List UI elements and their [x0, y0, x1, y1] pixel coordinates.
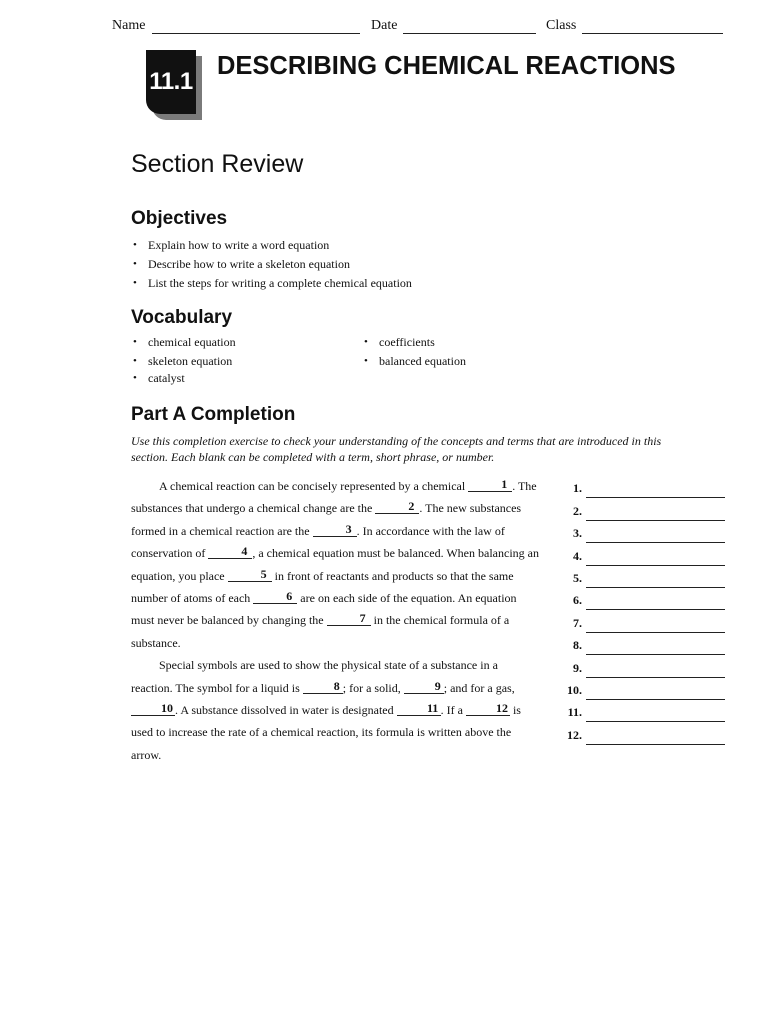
- blank-7: 7: [327, 611, 371, 626]
- passage-text: . The new substances formed in a chemical reaction are the: [131, 501, 522, 538]
- part-a-heading: Part A Completion: [131, 404, 296, 425]
- answer-number: 9.: [573, 660, 582, 675]
- answer-row: [565, 678, 725, 700]
- vocabulary-item: • chemical equation: [131, 333, 236, 352]
- answer-row: [565, 498, 725, 520]
- answer-line[interactable]: [586, 707, 725, 722]
- objectives-list: [131, 236, 412, 293]
- answer-line[interactable]: [586, 730, 725, 745]
- blank-11: 11: [397, 701, 441, 716]
- objective-item: • Describe how to write a skeleton equation: [131, 255, 412, 274]
- objectives-heading: Objectives: [131, 208, 228, 229]
- vocabulary-item: • skeleton equation: [131, 352, 236, 369]
- passage-text: Special symbols are used to show the physical state of a substance in a reaction. The symbol for a liquid is: [131, 658, 498, 695]
- blank-9: 9: [404, 679, 444, 694]
- answer-number: 12.: [567, 727, 582, 742]
- answer-line[interactable]: [586, 483, 725, 498]
- answer-number: 3.: [573, 526, 582, 541]
- chapter-title: DESCRIBING CHEMICAL REACTIONS: [217, 52, 676, 80]
- passage-text: in front of reactants and products so that the same number of atoms of each: [131, 568, 514, 606]
- blank-2: 2: [375, 499, 419, 514]
- answer-number: 11.: [567, 705, 582, 720]
- date-field[interactable]: [403, 33, 536, 34]
- objective-item: • List the steps for writing a complete chemical equation: [131, 274, 412, 293]
- completion-passage: [131, 475, 541, 766]
- answer-row: [565, 521, 725, 543]
- answer-row: [565, 722, 725, 744]
- class-field[interactable]: [582, 33, 723, 34]
- answer-line[interactable]: [586, 595, 725, 610]
- page-title: Section Review: [131, 150, 304, 178]
- vocabulary-list-left: [131, 333, 236, 388]
- answer-line[interactable]: [586, 618, 725, 633]
- blank-3: 3: [313, 522, 357, 537]
- blank-1: 1: [468, 477, 512, 492]
- passage-text: in the chemical formula of a substance.: [131, 613, 510, 650]
- blank-4: 4: [208, 544, 252, 559]
- blank-5: 5: [228, 567, 272, 582]
- answer-number: 10.: [567, 682, 582, 697]
- vocabulary-item: • catalyst: [131, 369, 236, 388]
- passage-text: . A substance dissolved in water is designated: [175, 703, 394, 718]
- answer-row: [565, 633, 725, 655]
- blank-12: 12: [466, 701, 510, 716]
- name-field[interactable]: [152, 33, 360, 34]
- answer-number: 6.: [573, 593, 582, 608]
- passage-text: are on each side of the equation. An equation must never be balanced by changing the: [131, 591, 517, 628]
- answer-row: [565, 543, 725, 565]
- answer-line[interactable]: [586, 528, 725, 543]
- answer-number: 7.: [573, 615, 582, 630]
- passage-text: ; for a solid,: [342, 680, 401, 695]
- passage-text: . The substances that undergo a chemical change are the: [131, 479, 537, 516]
- answer-row: [565, 700, 725, 722]
- date-label: Date: [371, 18, 398, 33]
- blank-6: 6: [253, 589, 297, 604]
- part-a-instructions: Use this completion exercise to check your understanding of the concepts and terms that are introduced in this section. Each blank can be completed with a term, short phrase, or number.: [131, 434, 662, 464]
- answer-line[interactable]: [586, 551, 725, 566]
- answer-column: [565, 476, 725, 745]
- answer-line[interactable]: [586, 573, 725, 588]
- answer-number: 5.: [573, 570, 582, 585]
- answer-line[interactable]: [586, 663, 725, 678]
- passage-text: . If a: [440, 703, 463, 718]
- chapter-badge: 11.1: [146, 50, 196, 114]
- passage-text: . In accordance with the law of conservation of: [131, 523, 505, 561]
- answer-row: [565, 588, 725, 610]
- blank-8: 8: [303, 679, 343, 694]
- answer-row: [565, 566, 725, 588]
- passage-text: A chemical reaction can be concisely represented by a chemical: [159, 479, 466, 493]
- passage-text: , a chemical equation must be balanced. When balancing an equation, you place: [131, 546, 539, 583]
- name-label: Name: [112, 18, 146, 33]
- answer-row: [565, 655, 725, 677]
- answer-number: 1.: [573, 481, 582, 496]
- vocabulary-item: • coefficients: [362, 333, 466, 352]
- answer-line[interactable]: [586, 685, 725, 700]
- passage-text: ; and for a gas,: [443, 680, 515, 695]
- answer-number: 2.: [573, 503, 582, 518]
- vocabulary-item: • balanced equation: [362, 352, 466, 371]
- answer-row: [565, 476, 725, 498]
- answer-line[interactable]: [586, 640, 725, 655]
- passage-text: is used to increase the rate of a chemical reaction, its formula is written above the arrow.: [131, 703, 521, 762]
- answer-number: 4.: [573, 548, 582, 563]
- answer-row: [565, 610, 725, 632]
- vocabulary-heading: Vocabulary: [131, 307, 233, 328]
- class-label: Class: [546, 18, 577, 33]
- paragraph-1: [131, 475, 541, 654]
- paragraph-2: [131, 654, 541, 766]
- blank-10: 10: [131, 701, 175, 716]
- answer-line[interactable]: [586, 506, 725, 521]
- vocabulary-list-right: [362, 333, 466, 371]
- answer-number: 8.: [573, 638, 582, 653]
- objective-item: • Explain how to write a word equation: [131, 236, 412, 255]
